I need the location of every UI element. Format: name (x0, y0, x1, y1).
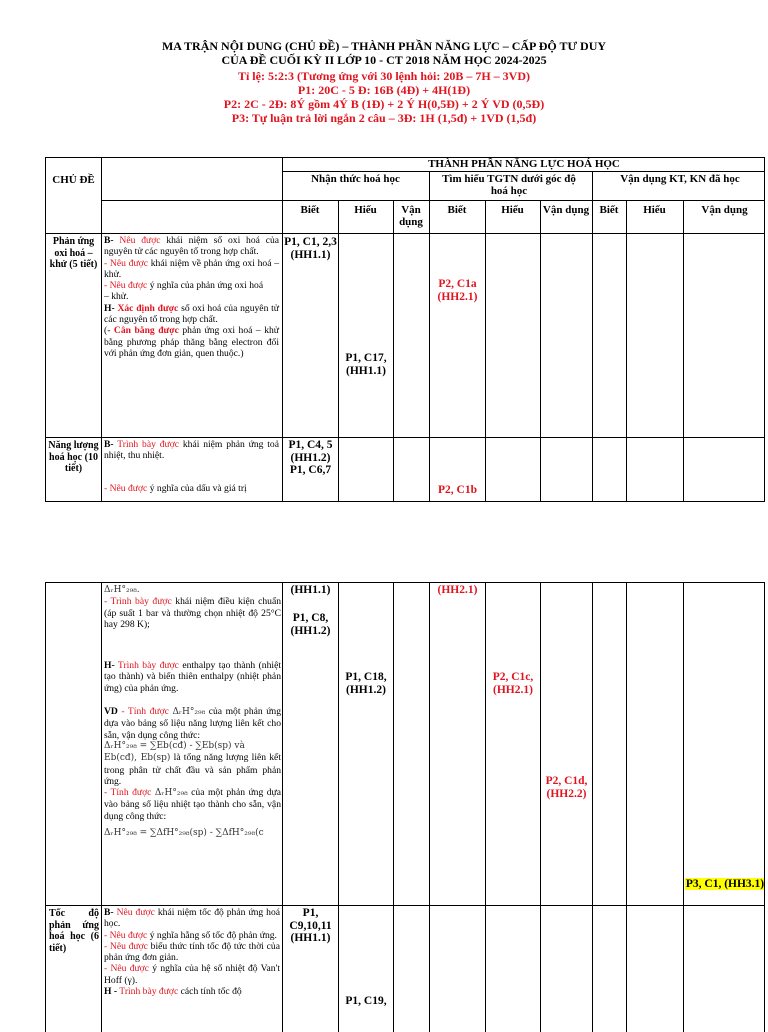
part2-line: P2: 2C - 2Đ: 8Ý gồm 4Ý B (1Đ) + 2 Ý H(0,5Đ) + 2 Ý VD (0,5Đ) (223, 97, 545, 111)
topic-toc-do: Tốc độ phản ứng hoá học (6 tiết) (49, 908, 99, 954)
cell-cont-hieu2: P2, C1c, (HH2.1) (492, 671, 534, 696)
cell-nlhh-biet1: P1, C4, 5 (HH1.2) P1, C6,7 (288, 439, 333, 476)
cell-cont-hieu1: P1, C18, (HH1.2) (345, 671, 387, 696)
cell-cont-vd2: P2, C1d, (HH2.2) (545, 775, 588, 800)
topic-nang-luong: Năng lượng hoá học (10 tiết) (48, 440, 99, 474)
header-tim-hieu: Tìm hiểu TGTN dưới góc độ hoá học (442, 173, 576, 197)
col-biet-3: Biết (599, 204, 619, 216)
col-vd-1: Vận dụng (399, 204, 423, 228)
col-vd-3: Vận dụng (701, 204, 748, 216)
cell-oxhk-biet2: P2, C1a (HH2.1) (437, 278, 478, 303)
col-hieu-1: Hiểu (354, 204, 377, 216)
header-chu-de: CHỦ ĐỀ (52, 174, 95, 186)
cell-oxhk-hieu1: P1, C17, (HH1.1) (345, 352, 387, 377)
doc-title-line2: CỦA ĐỀ CUỐI KỲ II LỚP 10 - CT 2018 NĂM HỌC 2024-2025 (221, 53, 547, 67)
cell-oxhk-biet1: P1, C1, 2,3 (HH1.1) (284, 236, 337, 261)
matrix-table-top (45, 157, 765, 502)
col-biet-2: Biết (447, 204, 467, 216)
cell-cont-vd3: P3, C1, (HH3.1) (685, 878, 765, 890)
cell-cont-biet1a: (HH1.1) (290, 584, 331, 596)
level-label-hieu: H- (104, 302, 115, 314)
header-van-dung-kn: Vận dụng KT, KN đã học (620, 173, 740, 185)
header-main-group: THÀNH PHẦN NĂNG LỰC HOÁ HỌC (428, 158, 620, 170)
col-vd-2: Vận dụng (542, 204, 590, 216)
matrix-table-bottom (45, 582, 765, 1032)
cell-tdp-biet1: P1, C9,10,11 (HH1.1) (289, 907, 332, 944)
col-biet-1: Biết (300, 204, 320, 216)
requirements-toc-do: B- Nêu được khái niệm tốc độ phản ứng hoá học. - Nêu được ý nghĩa hằng số tốc độ phản ứng. - Nêu được biểu thức tính tốc độ tức thời của phản ứng đơn giản. - Nêu được ý nghĩa của hệ số nhiệt độ Van't Hoff (γ). H - Trình bày được cách tính tốc độ (104, 907, 280, 998)
col-hieu-2: Hiểu (501, 204, 524, 216)
col-hieu-3: Hiểu (643, 204, 666, 216)
part1-line: P1: 20C - 5 Đ: 16B (4Đ) + 4H(1Đ) (297, 83, 471, 97)
header-nhan-thuc: Nhận thức hoá học (311, 173, 400, 185)
cell-nlhh-biet2: P2, C1b (438, 484, 477, 496)
topic-oxi-hoa-khu: Phản ứng oxi hoá – khử (5 tiết) (49, 236, 98, 270)
cell-cont-biet2: (HH2.1) (437, 584, 478, 596)
cell-cont-biet1b: P1, C8, (HH1.2) (290, 612, 331, 637)
doc-title-line1: MA TRẬN NỘI DUNG (CHỦ ĐỀ) – THÀNH PHẦN NĂNG LỰC – CẤP ĐỘ TƯ DUY (161, 39, 607, 53)
cell-tdp-hieu1: P1, C19, (345, 995, 387, 1007)
level-label-biet: B- (104, 235, 114, 246)
part3-line: P3: Tự luận trả lời ngắn 2 câu – 3Đ: 1H (1,5đ) + 1VD (1,5đ) (231, 111, 537, 125)
requirements-oxi-hoa-khu: B- Nêu được khái niệm số oxi hoá của nguyên tử các nguyên tố trong hợp chất. - Nêu được khái niệm về phản ứng oxi hoá – khử. - Nêu được ý nghĩa của phản ứng oxi hoá – khử. H- Xác định được số oxi hoá của nguyên tử các nguyên tố trong hợp chất. (- Cân bằng được phản ứng oxi hoá – khử bằng phương pháp thăng bằng electron đối với phản ứng đơn giản, quen thuộc.) (104, 235, 280, 359)
requirements-nang-luong-cont: ΔᵣH°₂₉₈. - Trình bày được khái niệm điều kiện chuẩn (áp suất 1 bar và thường chọn nhiệt độ 25°C hay 298 K); H- Trình bày được enthalpy tạo thành (nhiệt tạo thành) và biến thiên enthalpy (nhiệt phản ứng) của phản ứng. VD - Tính được ΔᵣH°₂₉₈ của một phản ứng dựa vào bảng số liệu năng lượng liên kết cho sẵn, vận dụng công thức: ΔᵣH°₂₉₈ = ∑Eb(cđ) - ∑Eb(sp) và Eb(cđ), Eb(sp) là tổng năng lượng liên kết trong phân tử chất đầu và sản phẩm phản ứng. - Tính được ΔᵣH°₂₉₈ của một phản ứng dựa vào bảng số liệu nhiệt tạo thành cho sẵn, vận dụng công thức: ΔᵣH°₂₉₈ = ∑ΔfH°₂₉₈(sp) - ∑ΔfH°₂₉₈(c (104, 585, 281, 839)
ratio-line: Tỉ lệ: 5:2:3 (Tương ứng với 30 lệnh hỏi: 20B – 7H – 3VD) (237, 69, 531, 83)
requirements-nang-luong: B- Trình bày được khái niệm phản ứng toả nhiệt, thu nhiệt. - Nêu được ý nghĩa của dấu và giá trị (104, 439, 279, 494)
